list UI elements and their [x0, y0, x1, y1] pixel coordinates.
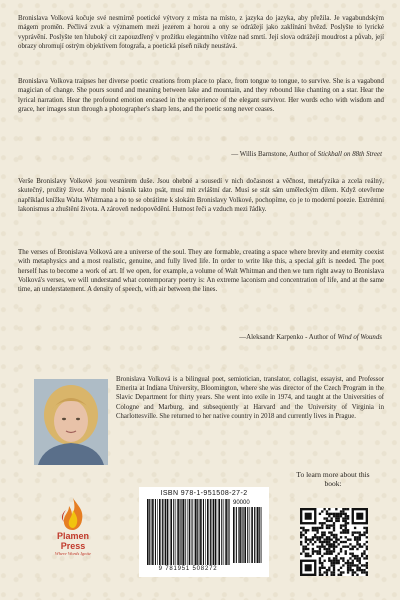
ean-barcode-bars [147, 499, 231, 565]
price-code: 90000 [233, 500, 250, 506]
flame-icon [56, 496, 90, 532]
attribution-karpenko [239, 333, 382, 342]
publisher-name-line2: Press [60, 540, 86, 551]
price-barcode-bars [233, 507, 263, 563]
review-czech-karpenko: Verše Bronislavy Volkové jsou vesmírem duše. Jsou ohebné a sousedí v nich dočasnost a věčnost, metafyzika a zcela reálný, skutečný, prožitý život. Aby mohl básník takto psát, musí mít zvláštní dar. Musí se stát sám uměleckým dílem. Když otevřeme například knížku Walta Whitmana a no to se obrátíme k slokám Bronislavy Volkové, pochopíme, co je to moderní poezie. Extrémní lakonismus a zhuštění života. A zároveň nedopovědění. Hutnost řeči a vzduch mezi řádky. [18, 178, 384, 213]
isbn-number: ISBN 978-1-951508-27-2 [160, 490, 248, 497]
author-bio: Bronislava Volková is a bilingual poet, semiotician, translator, collagist, essayist, and Professor Emerita at Indiana University, Bloomington, where she was director of the Czech Program in the Slavic Department for thirty years. She went into exile in 1974, and taught at the Universities of Cologne and Marburg, and subsequently at Harvard and the University of Virginia in Charlottesville. She returned to her native country in 2018 and currently lives in Prague. [116, 376, 384, 420]
publisher-name-line1: Plamen [56, 531, 89, 541]
book-title: Stickball on 88th Street [317, 151, 382, 158]
qr-code[interactable] [300, 508, 368, 576]
isbn-barcode [139, 487, 269, 577]
author-photo [34, 379, 108, 465]
attribution-prefix: —Aleksandr Karpenko - Author of [239, 334, 336, 341]
author-portrait-image [34, 379, 108, 465]
attribution-prefix: — Willis Barnstone, Author of [231, 151, 317, 158]
attribution-barnstone [231, 150, 382, 159]
book-title: Wind of Wounds [337, 334, 382, 341]
review-english-barnstone: Bronislava Volkova traipses her diverse poetic creations from place to place, from tongue to tongue, to survive. She is a vagabond magician of change. She pours sound and meaning between lake and mountain, and they rebound like chanting on a star. Hear the lyrical narration. Hear the profound emotion encased in the experience of the elegant survivor. Her words echo with wisdom and grace, her images stun through a photographer's sharp lens, and the poetic song never ceases. [18, 78, 384, 113]
barcode-digits: 9 781951 508272 [158, 566, 218, 572]
review-czech-barnstone: Bronislava Volková kočuje své nesmírně poetické výtvory z místa na místo, z jazyka do jazyka, aby přežila. Je vagabundským mágem proměn. Pečlivá zvuk a významem mezi jezerem a horou a ony se odrážejí jako zaklínání hvězd. Poslyšte to lyrické vyprávění. Poslyšte ten hluboký cit zapouzdřený v prožitku elegantního vítěze nad smrtí. Její slova odrážejí moudrost a půvab, její obrazy ohromují ostrým objektivem fotografa, a poetická píseň nikdy neustává. [18, 15, 384, 50]
publisher-logo [44, 496, 102, 570]
publisher-tagline: Where Words Ignite [54, 551, 92, 556]
review-english-karpenko: The verses of Bronislava Volková are a universe of the soul. They are formable, creating a space where brevity and eternity coexist with metaphysics and a most realistic, genuine, and fully lived life. In order to write like this, a special gift is needed. The poet herself has to become a work of art. If we open, for example, a volume of Walt Whitman and then we turn right away to Bronislava Volková's verses, we will understand what contemporary poetry is: An extreme laconism and concentration of life, and at the same time, an understatement. A density of speech, with air between the lines. [18, 249, 384, 294]
qr-caption: To learn more about this book: [296, 470, 370, 488]
